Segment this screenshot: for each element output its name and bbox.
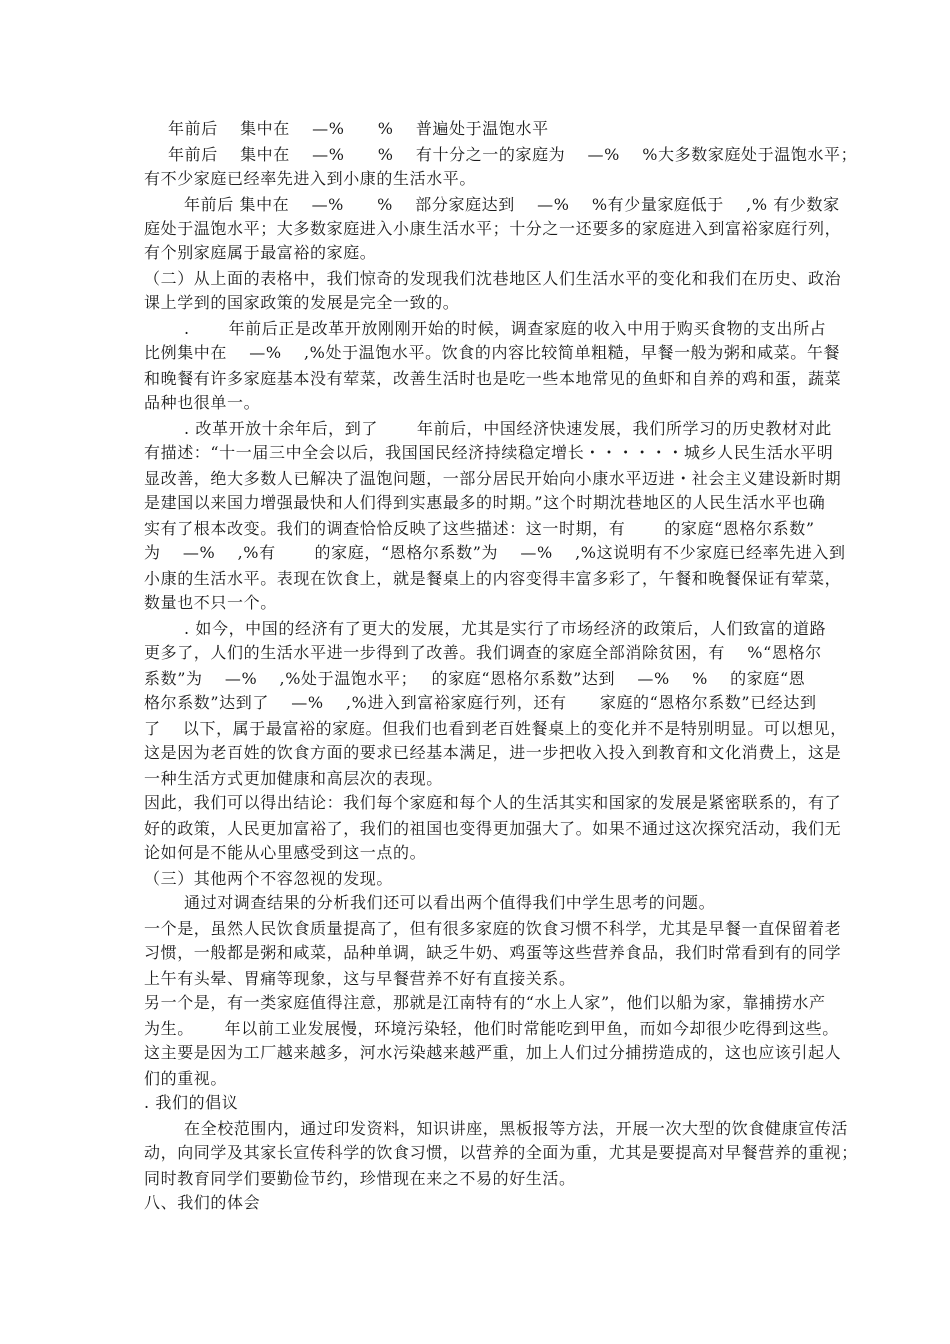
text-line: 年前后 集中在 —% % 有十分之一的家庭为 —% %大多数家庭处于温饱水平； bbox=[168, 145, 858, 164]
text-line: 有描述：“十一届三中全会以后，我国国民经济持续稳定增长・・・・・・城乡人民生活水平明 bbox=[144, 443, 834, 462]
text-line: 另一个是，有一类家庭值得注意，那就是江南特有的“水上人家”，他们以船为家，靠捕捞水产 bbox=[144, 993, 826, 1012]
section-heading: . 我们的倡议 bbox=[144, 1093, 239, 1112]
text-line: 同时教育同学们要勤俭节约，珍惜现在来之不易的好生活。 bbox=[144, 1169, 576, 1188]
text-line: 一种生活方式更加健康和高层次的表现。 bbox=[144, 769, 443, 788]
text-line: 这主要是因为工厂越来越多，河水污染越来越严重，加上人们过分捕捞造成的，这也应该引起人 bbox=[144, 1043, 842, 1062]
section-heading: （二）从上面的表格中，我们惊奇的发现我们沈巷地区人们生活水平的变化和我们在历史、政治 bbox=[144, 269, 842, 288]
text-line: 年前后 集中在 —% % 部分家庭达到 —% %有少量家庭低于 ,% 有少数家 bbox=[184, 195, 840, 214]
text-line: 通过对调查结果的分析我们还可以看出两个值得我们中学生思考的问题。 bbox=[184, 893, 716, 912]
text-line: 一个是，虽然人民饮食质量提高了，但有很多家庭的饮食习惯不科学，尤其是早餐一直保留着老 bbox=[144, 919, 842, 938]
text-line: 庭处于温饱水平；大多数家庭进入小康生活水平；十分之一还要多的家庭进入到富裕家庭行列， bbox=[144, 219, 842, 238]
text-line: 们的重视。 bbox=[144, 1069, 228, 1088]
text-line: 为 —% ,%有 的家庭，“恩格尔系数”为 —% ,%这说明有不少家庭已经率先进入到 bbox=[144, 543, 846, 562]
section-heading: （三）其他两个不容忽视的发现。 bbox=[144, 869, 394, 888]
text-line: 习惯，一般都是粥和咸菜，品种单调，缺乏牛奶、鸡蛋等这些营养食品，我们时常看到有的同学 bbox=[144, 943, 842, 962]
text-line: 为生。 年以前工业发展慢，环境污染轻，他们时常能吃到甲鱼，而如今却很少吃得到这些。 bbox=[144, 1019, 839, 1038]
text-line: 年前后 集中在 —% % 普遍处于温饱水平 bbox=[168, 119, 549, 138]
text-line: 是建国以来国力增强最快和人们得到实惠最多的时期。”这个时期沈巷地区的人民生活水平也确 bbox=[144, 493, 826, 512]
text-line: . 改革开放十余年后，到了 年前后，中国经济快速发展，我们所学习的历史教材对此 bbox=[184, 419, 832, 438]
text-line: 课上学到的国家政策的发展是完全一致的。 bbox=[144, 293, 460, 312]
text-line: 品种也很单一。 bbox=[144, 393, 261, 412]
text-line: 系数”为 —% ,%处于温饱水平； 的家庭“恩格尔系数”达到 —% % 的家庭“恩 bbox=[144, 669, 806, 688]
text-line: 显改善，绝大多数人已解决了温饱问题，一部分居民开始向小康水平迈进・社会主义建设新时期 bbox=[144, 469, 842, 488]
text-line: . 如今，中国的经济有了更大的发展，尤其是实行了市场经济的政策后，人们致富的道路 bbox=[184, 619, 827, 638]
text-line: 实有了根本改变。我们的调查恰恰反映了这些描述：这一时期，有 的家庭“恩格尔系数” bbox=[144, 519, 815, 538]
text-line: 格尔系数”达到了 —% ,%进入到富裕家庭行列，还有 家庭的“恩格尔系数”已经达到 bbox=[144, 693, 817, 712]
text-line: 有不少家庭已经率先进入到小康的生活水平。 bbox=[144, 169, 477, 188]
text-line: 比例集中在 —% ,%处于温饱水平。饮食的内容比较简单粗糙，早餐一般为粥和咸菜。午餐 bbox=[144, 343, 841, 362]
text-line: 数量也不只一个。 bbox=[144, 593, 277, 612]
text-line: 更多了，人们的生活水平进一步得到了改善。我们调查的家庭全部消除贫困，有 %“恩格尔 bbox=[144, 643, 822, 662]
text-line: 上午有头晕、胃痛等现象，这与早餐营养不好有直接关系。 bbox=[144, 969, 576, 988]
text-line: 小康的生活水平。表现在饮食上，就是餐桌上的内容变得丰富多彩了，午餐和晚餐保证有荤菜， bbox=[144, 569, 842, 588]
text-line: 因此，我们可以得出结论：我们每个家庭和每个人的生活其实和国家的发展是紧密联系的，有了 bbox=[144, 793, 842, 812]
text-line: . 年前后正是改革开放刚刚开始的时候，调查家庭的收入中用于购买食物的支出所占 bbox=[184, 319, 827, 338]
text-line: 动，向同学及其家长宣传科学的饮食习惯，以营养的全面为重，尤其是要提高对早餐营养的重视； bbox=[144, 1143, 858, 1162]
text-line: 和晚餐有许多家庭基本没有荤菜，改善生活时也是吃一些本地常见的鱼虾和自养的鸡和蛋，蔬菜 bbox=[144, 369, 842, 388]
text-line: 这是因为老百姓的饮食方面的要求已经基本满足，进一步把收入投入到教育和文化消费上，这是 bbox=[144, 743, 842, 762]
text-line: 了 以下，属于最富裕的家庭。但我们也看到老百姓餐桌上的变化并不是特别明显。可以想见， bbox=[144, 719, 847, 738]
text-line: 好的政策，人民更加富裕了，我们的祖国也变得更加强大了。如果不通过这次探究活动，我们无 bbox=[144, 819, 842, 838]
text-line: 在全校范围内，通过印发资料，知识讲座，黑板报等方法，开展一次大型的饮食健康宣传活 bbox=[184, 1119, 849, 1138]
text-line: 论如何是不能从心里感受到这一点的。 bbox=[144, 843, 427, 862]
text-line: 有个别家庭属于最富裕的家庭。 bbox=[144, 243, 377, 262]
section-heading: 八、我们的体会 bbox=[144, 1193, 261, 1212]
